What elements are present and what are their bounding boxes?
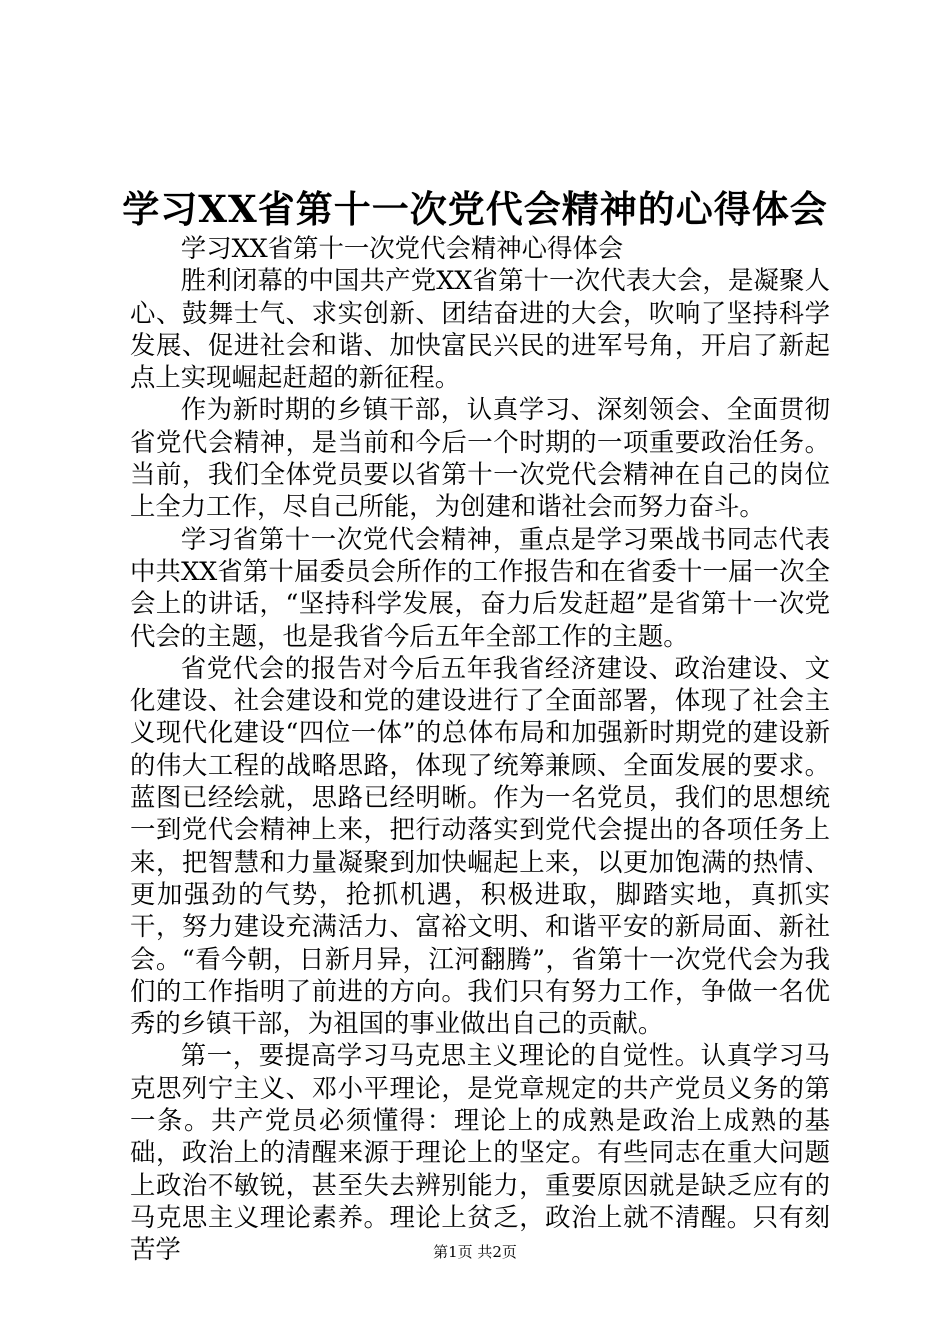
paragraph-5: 第一，要提高学习马克思主义理论的自觉性。认真学习马克思列宁主义、邓小平理论，是党章规定的共产党员义务的第一条。共产党员必须懂得：理论上的成熟是政治上成熟的基础，政治上的清醒来源于理论上的坚定。有些同志在重大问题上政治不敏锐，甚至失去辨别能力，重要原因就是缺乏应有的马克思主义理论素养。理论上贫乏，政治上就不清醒。只有刻苦学 xyxy=(130,1040,830,1265)
paragraph-1: 胜利闭幕的中国共产党XX省第十一次代表大会，是凝聚人心、鼓舞士气、求实创新、团结奋进的大会，吹响了坚持科学发展、促进社会和谐、加快富民兴民的进军号角，开启了新起点上实现崛起赶超的新征程。 xyxy=(130,265,830,393)
paragraph-2: 作为新时期的乡镇干部，认真学习、深刻领会、全面贯彻省党代会精神，是当前和今后一个时期的一项重要政治任务。当前，我们全体党员要以省第十一次党代会精神在自己的岗位上全力工作，尽自己所能，为创建和谐社会而努力奋斗。 xyxy=(130,394,830,522)
paragraph-3: 学习省第十一次党代会精神，重点是学习栗战书同志代表中共XX省第十届委员会所作的工作报告和在省委十一届一次全会上的讲话，“坚持科学发展，奋力后发赶超”是省第十一次党代会的主题，也是我省今后五年全部工作的主题。 xyxy=(130,523,830,651)
document-title: 学习XX省第十一次党代会精神的心得体会 xyxy=(122,187,828,231)
document-body xyxy=(130,232,830,1266)
paragraph-subtitle: 学习XX省第十一次党代会精神心得体会 xyxy=(180,233,624,263)
paragraph-4: 省党代会的报告对今后五年我省经济建设、政治建设、文化建设、社会建设和党的建设进行了全面部署，体现了社会主义现代化建设“四位一体”的总体布局和加强新时期党的建设新的伟大工程的战略思路，体现了统筹兼顾、全面发展的要求。蓝图已经绘就，思路已经明晰。作为一名党员，我们的思想统一到党代会精神上来，把行动落实到党代会提出的各项任务上来，把智慧和力量凝聚到加快崛起上来，以更加饱满的热情、更加强劲的气势，抢抓机遇，积极进取，脚踏实地，真抓实干，努力建设充满活力、富裕文明、和谐平安的新局面、新社会。“看今朝，日新月异，江河翻腾”，省第十一次党代会为我们的工作指明了前进的方向。我们只有努力工作，争做一名优秀的乡镇干部，为祖国的事业做出自己的贡献。 xyxy=(130,652,830,1039)
page-footer: 第1页 共2页 xyxy=(433,1243,517,1261)
